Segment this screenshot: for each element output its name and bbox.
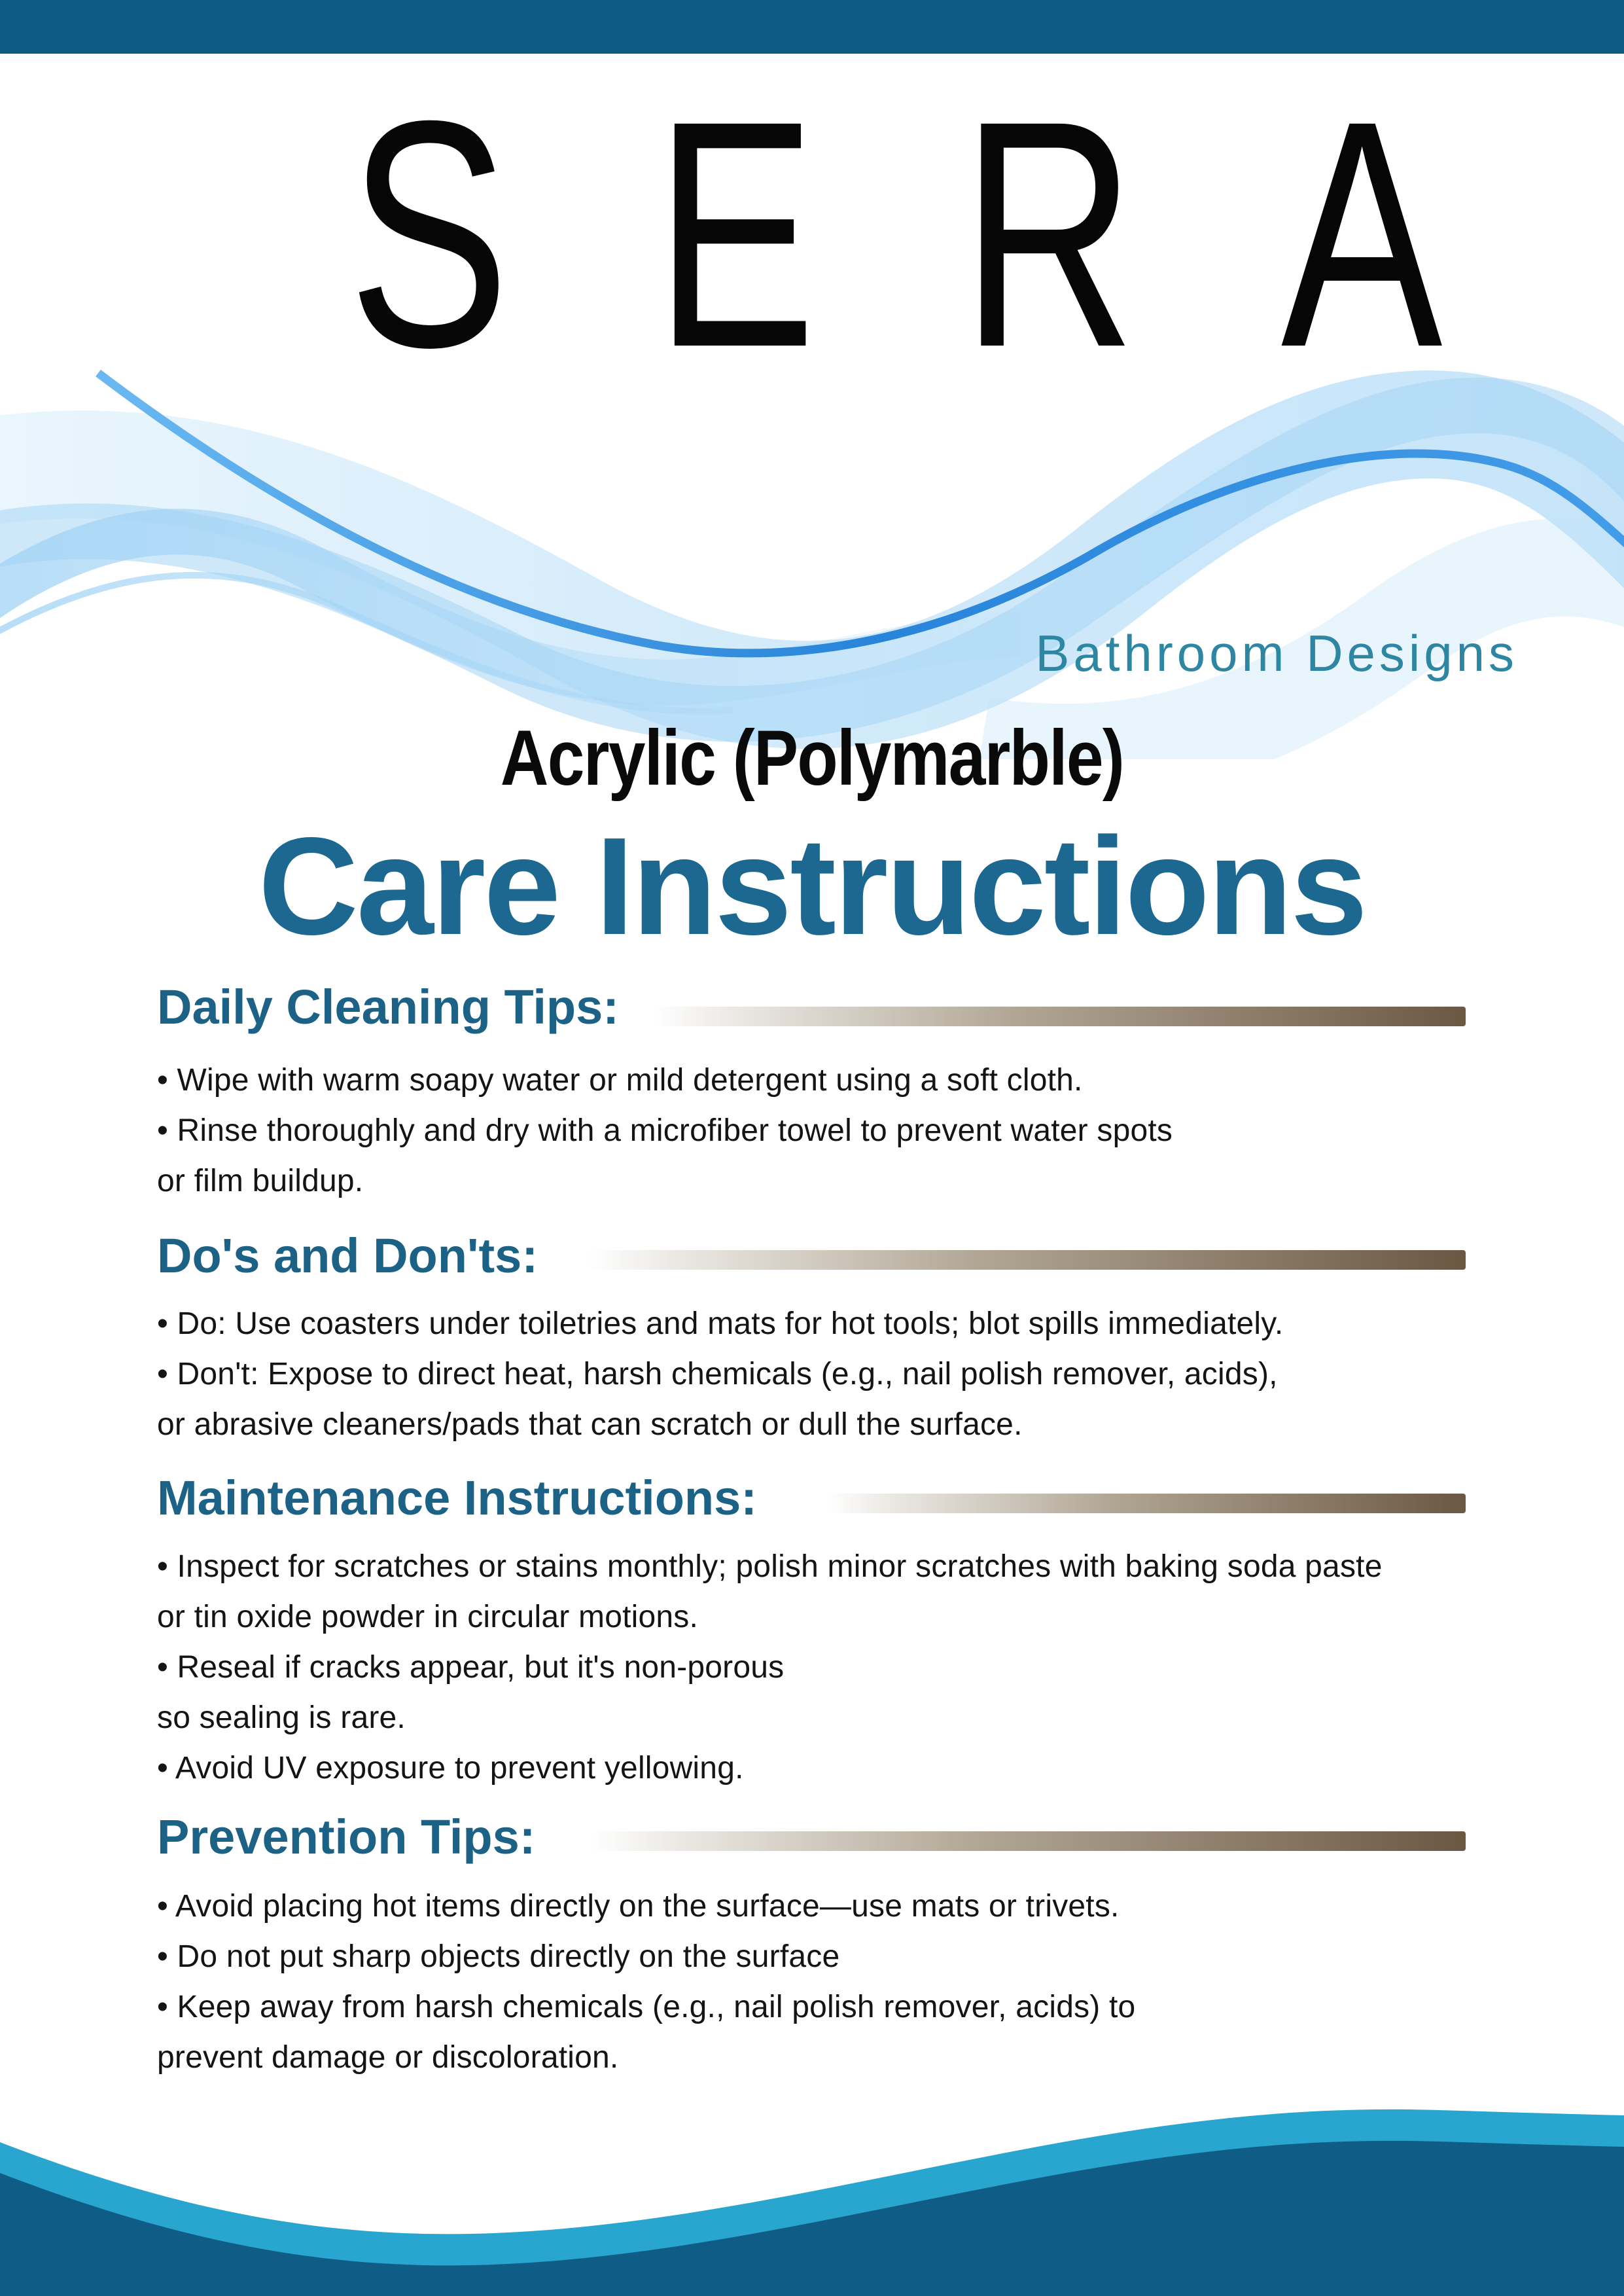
body-line: • Avoid UV exposure to prevent yellowing. xyxy=(157,1751,744,1785)
body-line: so sealing is rare. xyxy=(157,1700,406,1735)
body-line: • Don't: Expose to direct heat, harsh chemicals (e.g., nail polish remover, acids), xyxy=(157,1357,1278,1391)
body-line: • Inspect for scratches or stains monthly; polish minor scratches with baking soda paste xyxy=(157,1549,1383,1584)
section-body-maintenance xyxy=(157,1541,1591,1793)
top-accent-bar xyxy=(0,0,1624,54)
section-heading-daily-cleaning: Daily Cleaning Tips: xyxy=(157,980,619,1034)
section-rule xyxy=(828,1494,1466,1513)
poster-subtitle: Acrylic (Polymarble) xyxy=(500,714,1124,802)
header-wave-graphic xyxy=(0,353,1624,759)
section-rule xyxy=(589,1250,1466,1270)
body-line: • Reseal if cracks appear, but it's non-porous xyxy=(157,1650,785,1685)
body-line: prevent damage or discoloration. xyxy=(157,2040,619,2075)
body-line: • Keep away from harsh chemicals (e.g., nail polish remover, acids) to xyxy=(157,1990,1136,2024)
section-heading-maintenance: Maintenance Instructions: xyxy=(157,1471,757,1525)
body-line: or tin oxide powder in circular motions. xyxy=(157,1600,699,1634)
body-line: • Do not put sharp objects directly on the surface xyxy=(157,1939,840,1974)
footer-wave-graphic xyxy=(0,2100,1624,2296)
section-heading-dos-donts: Do's and Don'ts: xyxy=(157,1229,538,1283)
body-line: • Wipe with warm soapy water or mild detergent using a soft cloth. xyxy=(157,1063,1083,1098)
brand-tagline: Bathroom Designs xyxy=(1035,624,1518,682)
section-heading-prevention: Prevention Tips: xyxy=(157,1810,536,1864)
body-line: • Avoid placing hot items directly on the surface—use mats or trivets. xyxy=(157,1889,1120,1924)
body-line: or film buildup. xyxy=(157,1164,364,1198)
section-rule xyxy=(654,1007,1466,1026)
section-body-prevention xyxy=(157,1881,1591,2083)
body-line: • Rinse thoroughly and dry with a microfiber towel to prevent water spots xyxy=(157,1113,1173,1148)
poster-title: Care Instructions xyxy=(258,808,1366,963)
brand-logo: SERA xyxy=(348,54,1588,414)
body-line: • Do: Use coasters under toiletries and mats for hot tools; blot spills immediately. xyxy=(157,1306,1284,1341)
body-line: or abrasive cleaners/pads that can scratch or dull the surface. xyxy=(157,1407,1023,1442)
section-body-daily-cleaning xyxy=(157,1055,1591,1206)
section-rule xyxy=(592,1831,1466,1851)
section-body-dos-donts xyxy=(157,1299,1591,1450)
